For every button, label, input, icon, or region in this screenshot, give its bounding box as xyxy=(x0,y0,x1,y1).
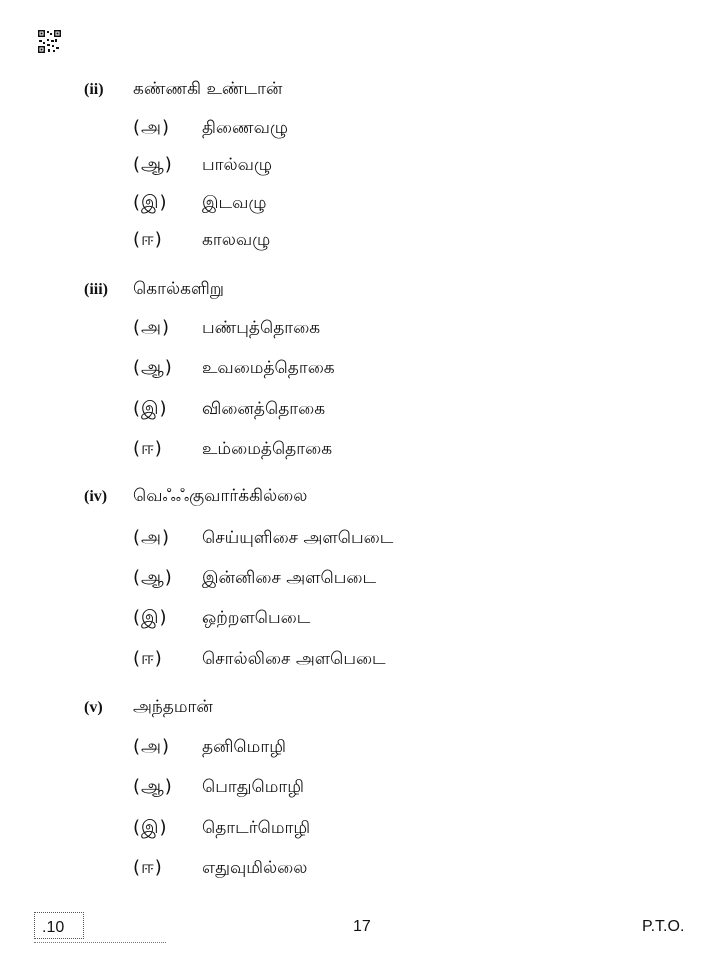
option-i xyxy=(0,606,727,630)
option-label: (அ) xyxy=(133,736,171,757)
option-text: திணைவழு xyxy=(202,118,289,138)
option-label: (அ) xyxy=(133,317,171,338)
option-i xyxy=(0,191,727,215)
option-text: எதுவுமில்லை xyxy=(202,858,308,878)
question-number: (iii) xyxy=(84,281,108,298)
option-i xyxy=(0,397,727,421)
option-label: (ஆ) xyxy=(133,567,173,588)
option-label: (அ) xyxy=(133,527,171,548)
option-label: (இ) xyxy=(133,398,168,419)
option-ii xyxy=(0,856,727,880)
option-label: (ஈ) xyxy=(133,438,163,459)
page-number: 17 xyxy=(353,918,371,935)
footer-code: .10 xyxy=(42,919,65,936)
option-a xyxy=(0,316,727,340)
pto-label: P.T.O. xyxy=(642,918,685,935)
qr-code-icon xyxy=(38,30,61,53)
question-number: (ii) xyxy=(84,81,104,98)
option-label: (இ) xyxy=(133,192,168,213)
question-text: வெஃஃகுவார்க்கில்லை xyxy=(133,486,308,506)
option-text: வினைத்தொகை xyxy=(202,399,326,419)
question-text: கொல்களிறு xyxy=(133,279,224,299)
option-label: (ஈ) xyxy=(133,229,163,250)
option-label: (ஈ) xyxy=(133,648,163,669)
option-text: பால்வழு xyxy=(202,155,273,175)
option-label: (இ) xyxy=(133,607,168,628)
question-text: கண்ணகி உண்டான் xyxy=(133,79,283,99)
option-aa xyxy=(0,356,727,380)
option-text: செய்யுளிசை அளபெடை xyxy=(202,528,394,548)
option-aa xyxy=(0,566,727,590)
option-text: பொதுமொழி xyxy=(202,777,305,797)
option-text: ஒற்றளபெடை xyxy=(202,608,311,628)
option-text: காலவழு xyxy=(202,230,271,250)
option-text: சொல்லிசை அளபெடை xyxy=(202,649,386,669)
question-number: (v) xyxy=(84,699,103,716)
option-label: (இ) xyxy=(133,817,168,838)
option-ii xyxy=(0,437,727,461)
option-text: தனிமொழி xyxy=(202,737,286,757)
option-aa xyxy=(0,775,727,799)
option-text: உவமைத்தொகை xyxy=(202,358,335,378)
option-label: (அ) xyxy=(133,117,171,138)
option-ii xyxy=(0,228,727,252)
question-number: (iv) xyxy=(84,488,108,505)
option-label: (ஆ) xyxy=(133,154,173,175)
option-a xyxy=(0,526,727,550)
option-text: உம்மைத்தொகை xyxy=(202,439,333,459)
option-text: இன்னிசை அளபெடை xyxy=(202,568,376,588)
option-ii xyxy=(0,647,727,671)
question-text: அந்தமான் xyxy=(133,697,213,717)
option-text: பண்புத்தொகை xyxy=(202,318,321,338)
option-label: (ஆ) xyxy=(133,776,173,797)
footer-divider xyxy=(34,942,166,943)
option-a xyxy=(0,116,727,140)
option-text: தொடர்மொழி xyxy=(202,818,311,838)
option-label: (ஆ) xyxy=(133,357,173,378)
option-a xyxy=(0,735,727,759)
option-i xyxy=(0,816,727,840)
option-aa xyxy=(0,153,727,177)
option-text: இடவழு xyxy=(202,193,267,213)
option-label: (ஈ) xyxy=(133,857,163,878)
